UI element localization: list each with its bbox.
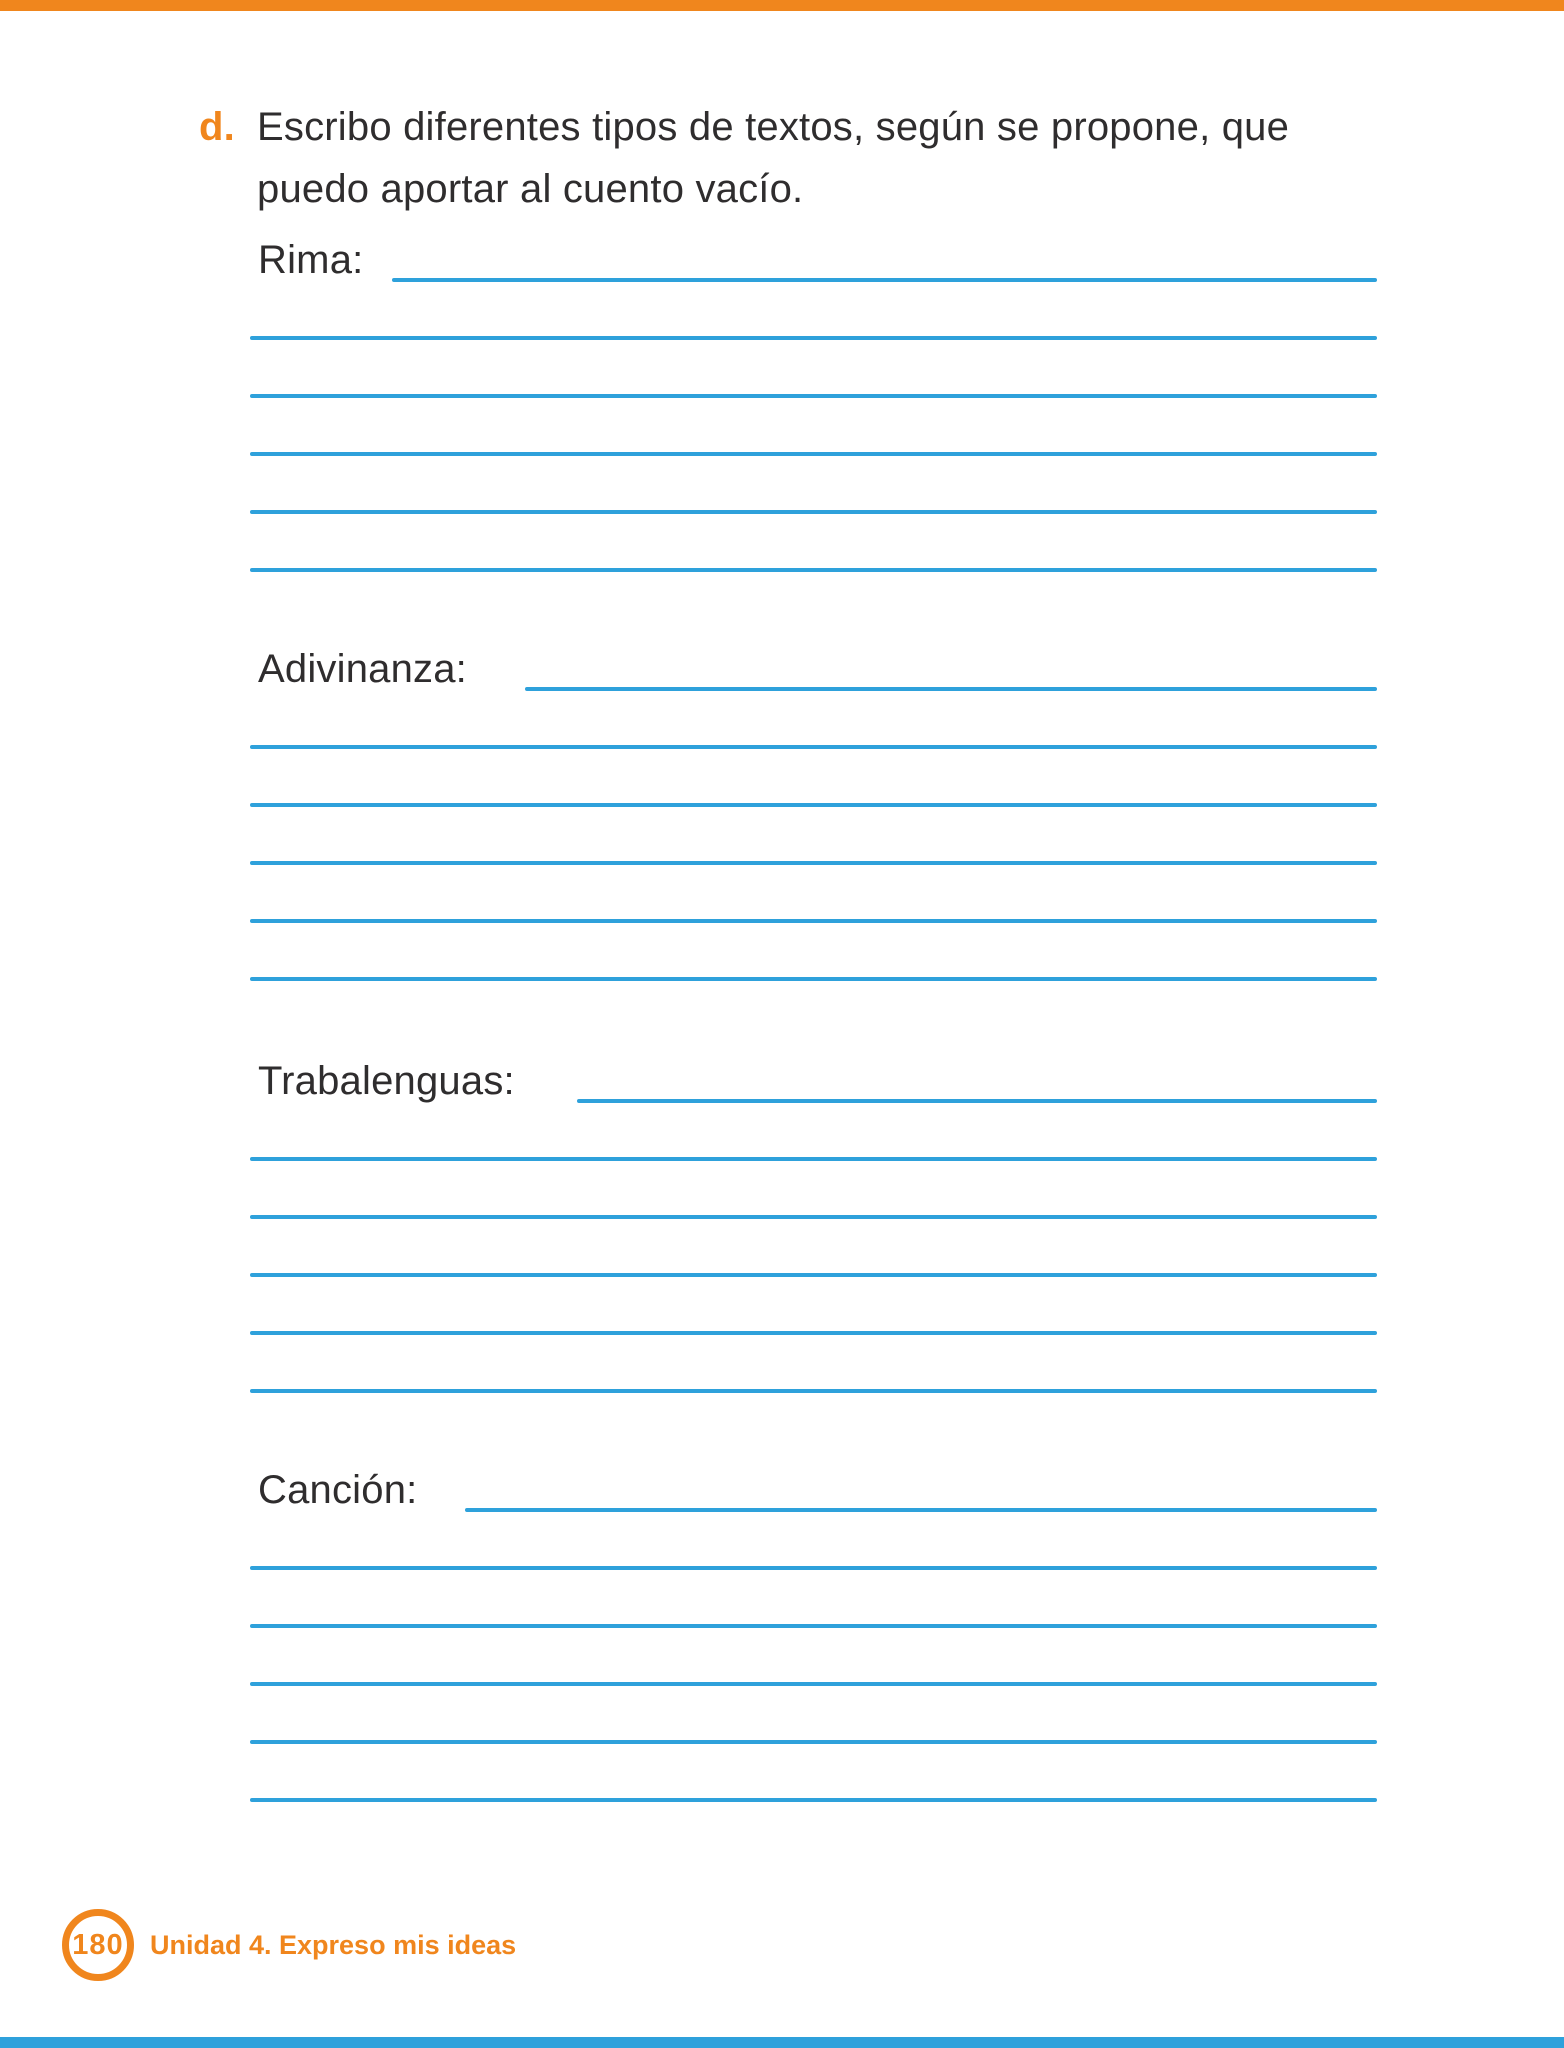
writing-line xyxy=(250,452,1377,456)
page-number: 180 xyxy=(72,1928,124,1961)
writing-line xyxy=(250,568,1377,572)
writing-line xyxy=(250,803,1377,807)
writing-line-first xyxy=(577,1099,1377,1103)
footer-unit-label: Unidad 4. Expreso mis ideas xyxy=(150,1930,517,1960)
writing-line xyxy=(250,1740,1377,1744)
writing-line xyxy=(250,977,1377,981)
section-label-cancion: Canción: xyxy=(258,1468,418,1512)
section-label-trabalenguas: Trabalenguas: xyxy=(258,1059,515,1103)
writing-line xyxy=(250,1389,1377,1393)
item-text-line-2: puedo aportar al cuento vacío. xyxy=(257,167,804,211)
writing-line-first xyxy=(465,1508,1377,1512)
top-accent-bar xyxy=(0,0,1564,11)
item-text-line-1: Escribo diferentes tipos de textos, según se propone, que xyxy=(257,105,1290,149)
writing-line xyxy=(250,861,1377,865)
page-number-badge xyxy=(62,1909,134,1981)
writing-line xyxy=(250,1331,1377,1335)
writing-line xyxy=(250,745,1377,749)
writing-line xyxy=(250,1798,1377,1802)
item-marker: d. xyxy=(199,105,235,149)
bottom-accent-bar xyxy=(0,2037,1564,2048)
writing-line xyxy=(250,1273,1377,1277)
writing-line xyxy=(250,510,1377,514)
writing-line xyxy=(250,919,1377,923)
section-label-rima: Rima: xyxy=(258,238,364,282)
writing-line-first xyxy=(392,278,1377,282)
writing-line xyxy=(250,1682,1377,1686)
section-label-adivinanza: Adivinanza: xyxy=(258,647,467,691)
writing-line xyxy=(250,336,1377,340)
writing-line xyxy=(250,1215,1377,1219)
writing-line xyxy=(250,1624,1377,1628)
writing-line xyxy=(250,394,1377,398)
writing-line xyxy=(250,1566,1377,1570)
writing-line xyxy=(250,1157,1377,1161)
writing-line-first xyxy=(525,687,1377,691)
